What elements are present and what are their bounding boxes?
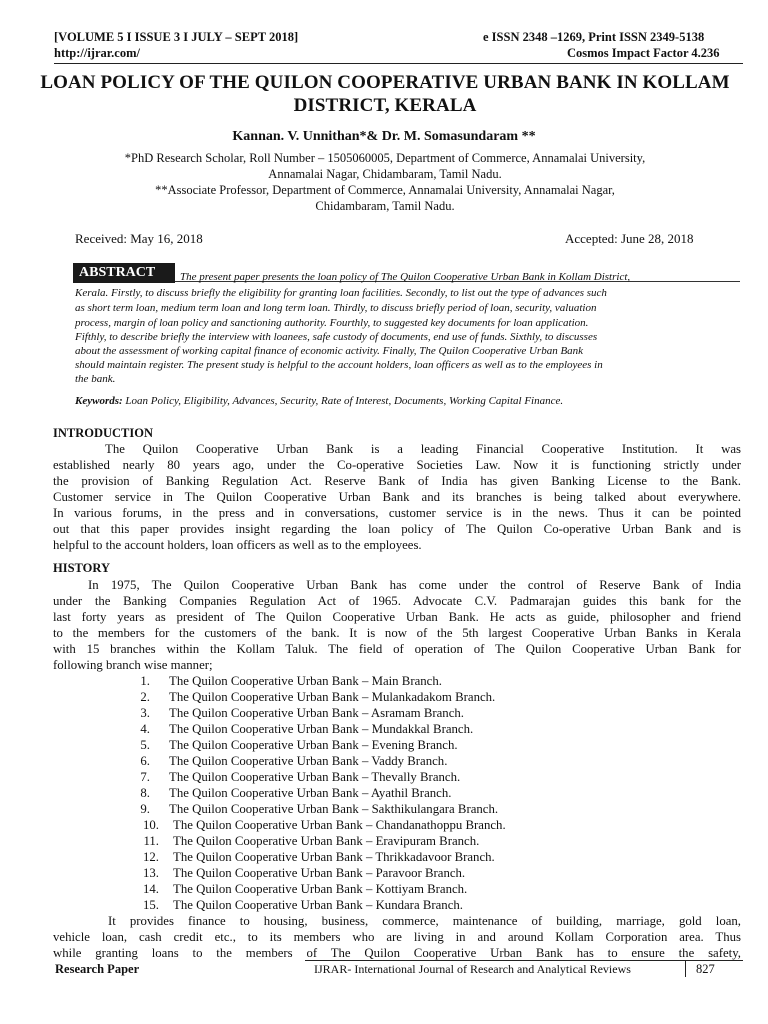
paper-page: [VOLUME 5 I ISSUE 3 I JULY – SEPT 2018] e ISSN 2348 –1269, Print ISSN 2349-5138 http://ijrar.com/ Cosmos Impact Factor 4.236 LOAN POLICY OF THE QUILON COOPERATIVE URBAN BANK IN KOLLAM DISTRICT, KERALA Kannan. V. Unnithan*& Dr. M. Somasundaram ** *PhD Research Scholar, Roll Number – 1505060005, Department of Commerce, Annamalai University, Annamalai Nagar, Chidambaram, Tamil Nadu. **Associate Professor, Department of Commerce, Annamalai University, Annamalai Nagar, Chidambaram, Tamil Nadu. Received: May 16, 2018 Accepted: June 28, 2018 ABSTRACT The present paper presents the loan policy of The Quilon Cooperative Urban Bank in Kollam District, Kerala. Firstly, to discuss briefly the eligibility for granting loan facilities. Secondly, to list out the type of advances such as short term loan, medium term loan and long term loan. Thirdly, to discuss briefly period of loan, security, valuation process, margin of loan policy and sanctioning authority. Fourthly, to suggested key documents for loan application. Fifthly, to describe briefly the interview with loanees, safe custody of documents, end use of funds. Sixthly, to discusses about the assessment of working capital finance of economic activity. Finally, The Quilon Cooperative Urban Bank should maintain register. The present study is helpful to the account holders, loan officers as well as to the employees in the bank. Keywords: Loan Policy, Eligibility, Advances, Security, Rate of Interest, Documents, Working Capital Finance. INTRODUCTION The Quilon Cooperative Urban Bank is a leading Financial Cooperative Institution. It was established nearly 80 years ago, under the Co-operative Societies Law. Now it is functioning strictly under the provision of Banking Regulation Act. Reserve Bank of India has given Banking License to the Bank. Customer service in The Quilon Cooperative Urban Bank and its branches is being talked about everywhere. In various forums, in the press and in conversations, customer service is in the news. Thus it can be pointed out that this paper provides insight regarding the loan policy of The Quilon Co-operative Urban Bank and is helpful to the account holders, loan officers as well as to the employees. HISTORY In 1975, The Quilon Cooperative Urban Bank has come under the control of Reserve Bank of India under the Banking Companies Regulation Act of 1965. Advocate C.V. Padmarajan guides this bank for the last forty years as president of The Quilon Cooperative Urban Bank. He acts as guide, philosopher and friend to the members for the customers of the bank. It is now of the 5th largest Cooperative Urban Banks in Kerala with 15 branches within the Kollam Taluk. The field of operation of The Quilon Cooperative Urban Bank for following branch wise manner; 1. The Quilon Cooperative Urban Bank – Main Branch. 2. The Quilon Cooperative Urban Bank – Mulankadakom Branch. 3. The Quilon Cooperative Urban Bank – Asramam Branch. 4. The Quilon Cooperative Urban Bank – Mundakkal Branch. 5. The Quilon Cooperative Urban Bank – Evening Branch. 6. The Quilon Cooperative Urban Bank – Vaddy Branch. 7. The Quilon Cooperative Urban Bank – Thevally Branch. 8. The Quilon Cooperative Urban Bank – Ayathil Branch. 9. The Quilon Cooperative Urban Bank – Sakthikulangara Branch. 10. The Quilon Cooperative Urban Bank – Chandanathoppu Branch. 11. The Quilon Cooperative Urban Bank – Eravipuram Branch. 12. The Quilon Cooperative Urban Bank – Thrikkadavoor Branch. 13. The Quilon Cooperative Urban Bank – Paravoor Branch. 14. The Quilon Cooperative Urban Bank – Kottiyam Branch. 15. The Quilon Cooperative Urban Bank – Kundara Branch. It provides finance to housing, business, commerce, maintenance of building, marriage, gold loan, vehicle loan, cash credit etc., to its members who are living in and around Kollam Corporation area. Thus while granting loans to the members of The Quilon Cooperative Urban Bank has to ensure the safety, Research Paper IJRAR- International Journal of Research and Analytical Reviews 827	[0, 0, 768, 1024]
history-closing-line: It provides finance to housing, business, commerce, maintenance of building, marriage, gold loan,	[108, 914, 741, 928]
issn-info: e ISSN 2348 –1269, Print ISSN 2349-5138	[483, 30, 705, 44]
keywords-label: Keywords:	[75, 395, 123, 407]
affiliation-line: Annamalai Nagar, Chidambaram, Tamil Nadu.	[268, 167, 502, 181]
paper-title	[40, 71, 730, 117]
introduction-line: the provision of Banking Regulation Act. Reserve Bank of India has given Banking License to the Bank.	[53, 474, 741, 488]
introduction-line: established nearly 80 years ago, under the Co-operative Societies Law. Now it is functioning strictly under	[53, 458, 741, 472]
affiliation-line: *PhD Research Scholar, Roll Number – 1505060005, Department of Commerce, Annamalai University,	[124, 151, 646, 165]
volume-info: [VOLUME 5 I ISSUE 3 I JULY – SEPT 2018]	[54, 30, 299, 44]
introduction-line: The Quilon Cooperative Urban Bank is a leading Financial Cooperative Institution. It was	[105, 442, 741, 456]
footer-journal-name: IJRAR- International Journal of Research and Analytical Reviews	[314, 962, 631, 976]
page-number: 827	[696, 962, 715, 976]
introduction-heading: INTRODUCTION	[53, 426, 154, 440]
introduction-line: Customer service in The Quilon Cooperative Urban Bank and its branches is being talked about everywhere.	[53, 490, 741, 504]
abstract-line: process, margin of loan policy and sanctioning authority. Fourthly, to suggested key documents for loan application.	[75, 317, 589, 329]
abstract-label: ABSTRACT	[73, 263, 175, 283]
affiliation-line: **Associate Professor, Department of Commerce, Annamalai University, Annamalai Nagar,	[155, 183, 615, 197]
abstract-line: The present paper presents the loan policy of The Quilon Cooperative Urban Bank in Kollam District,	[180, 271, 631, 283]
history-closing-line: vehicle loan, cash credit etc., to its members who are living in and around Kollam Corporation area. Thus	[53, 930, 741, 944]
abstract-line: about the assessment of working capital finance of economic activity. Finally, The Quilon Cooperative Urban Bank	[75, 345, 584, 357]
title-line-1: LOAN POLICY OF THE QUILON COOPERATIVE URBAN BANK IN KOLLAM	[40, 72, 730, 93]
history-closing-line: while granting loans to the members of The Quilon Cooperative Urban Bank has to ensure the safety,	[53, 946, 741, 960]
introduction-line: In various forums, in the press and in conversations, customer service is in the news. Thus it can be pointed	[53, 506, 741, 520]
keywords	[75, 395, 563, 407]
abstract-line: Fifthly, to describe briefly the interview with loanees, safe custody of documents, end use of funds. Sixthly, to discusses	[75, 331, 598, 343]
footer-research-paper: Research Paper	[55, 962, 140, 976]
received-date: Received: May 16, 2018	[75, 231, 203, 246]
history-line: last forty years as president of The Quilon Cooperative Urban Bank. He acts as guide, philosopher and friend	[53, 610, 741, 624]
history-line: following branch wise manner;	[53, 658, 213, 672]
history-line: In 1975, The Quilon Cooperative Urban Bank has come under the control of Reserve Bank of India	[88, 578, 741, 592]
abstract-line: the bank.	[75, 373, 116, 385]
history-heading: HISTORY	[53, 561, 110, 575]
impact-factor: Cosmos Impact Factor 4.236	[567, 46, 720, 60]
introduction-line: out that this paper provides insight regarding the loan policy of The Quilon Co-operative Urban Bank and is	[53, 522, 741, 536]
abstract-line: Kerala. Firstly, to discuss briefly the eligibility for granting loan facilities. Secondly, to list out the type of advances such	[75, 287, 607, 299]
abstract-line: as short term loan, medium term loan and long term loan. Thirdly, to discuss briefly period of loan, security, valuation	[75, 302, 597, 314]
accepted-date: Accepted: June 28, 2018	[565, 231, 694, 246]
history-line: with 15 branches within the Kollam Taluk. The field of operation of The Quilon Cooperative Urban Bank for	[53, 642, 741, 656]
introduction-line: helpful to the account holders, loan officers as well as to the employees.	[53, 538, 422, 552]
history-line: to the members for the customers of the bank. It is now of the 5th largest Cooperative Urban Banks in Kerala	[53, 626, 741, 640]
journal-url[interactable]: http://ijrar.com/	[54, 46, 140, 60]
title-line-2: DISTRICT, KERALA	[293, 95, 477, 116]
footer-separator	[685, 961, 686, 977]
affiliation-line: Chidambaram, Tamil Nadu.	[315, 199, 455, 213]
history-line: under the Banking Companies Regulation Act of 1965. Advocate C.V. Padmarajan guides this bank for the	[53, 594, 741, 608]
abstract-line: should maintain register. The present study is helpful to the account holders, loan officers as well as to the employees in	[75, 359, 603, 371]
keywords-text: Loan Policy, Eligibility, Advances, Security, Rate of Interest, Documents, Working Capital Finance.	[122, 395, 564, 407]
authors: Kannan. V. Unnithan*& Dr. M. Somasundaram **	[232, 129, 536, 144]
header-divider	[54, 63, 743, 64]
